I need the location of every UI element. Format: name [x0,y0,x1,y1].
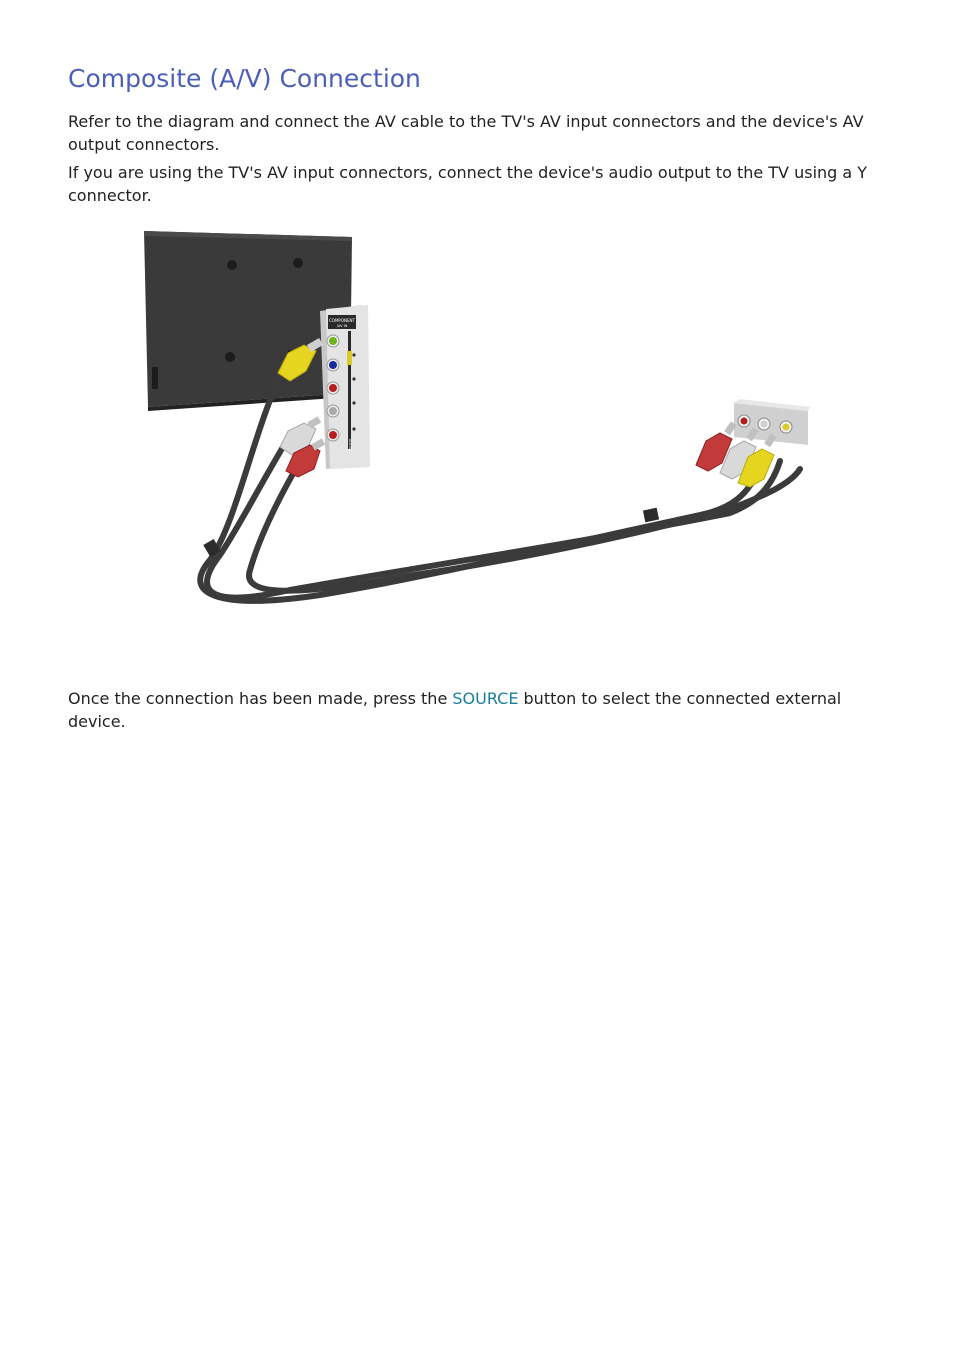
source-instruction-text-after: button to select the connected external device. [68,689,842,731]
panel-label-side: AUDIO [348,439,352,451]
source-instruction-text-before: Once the connection has been made, press the [68,689,453,708]
source-instruction-paragraph [68,687,886,733]
av-connection-diagram [140,225,820,625]
source-button-link[interactable]: SOURCE [452,689,519,708]
page-title: Composite (A/V) Connection [68,64,421,93]
intro-paragraph: Refer to the diagram and connect the AV cable to the TV's AV input connectors and the device's AV output connectors. [68,112,864,154]
panel-label-top: COMPONENT [329,318,355,323]
panel-label-sub: /AV IN [336,324,348,328]
tv-input-panel [320,305,370,469]
y-connector-paragraph: If you are using the TV's AV input connectors, connect the device's audio output to the TV using a Y connector. [68,163,868,205]
av-cable [200,375,800,601]
